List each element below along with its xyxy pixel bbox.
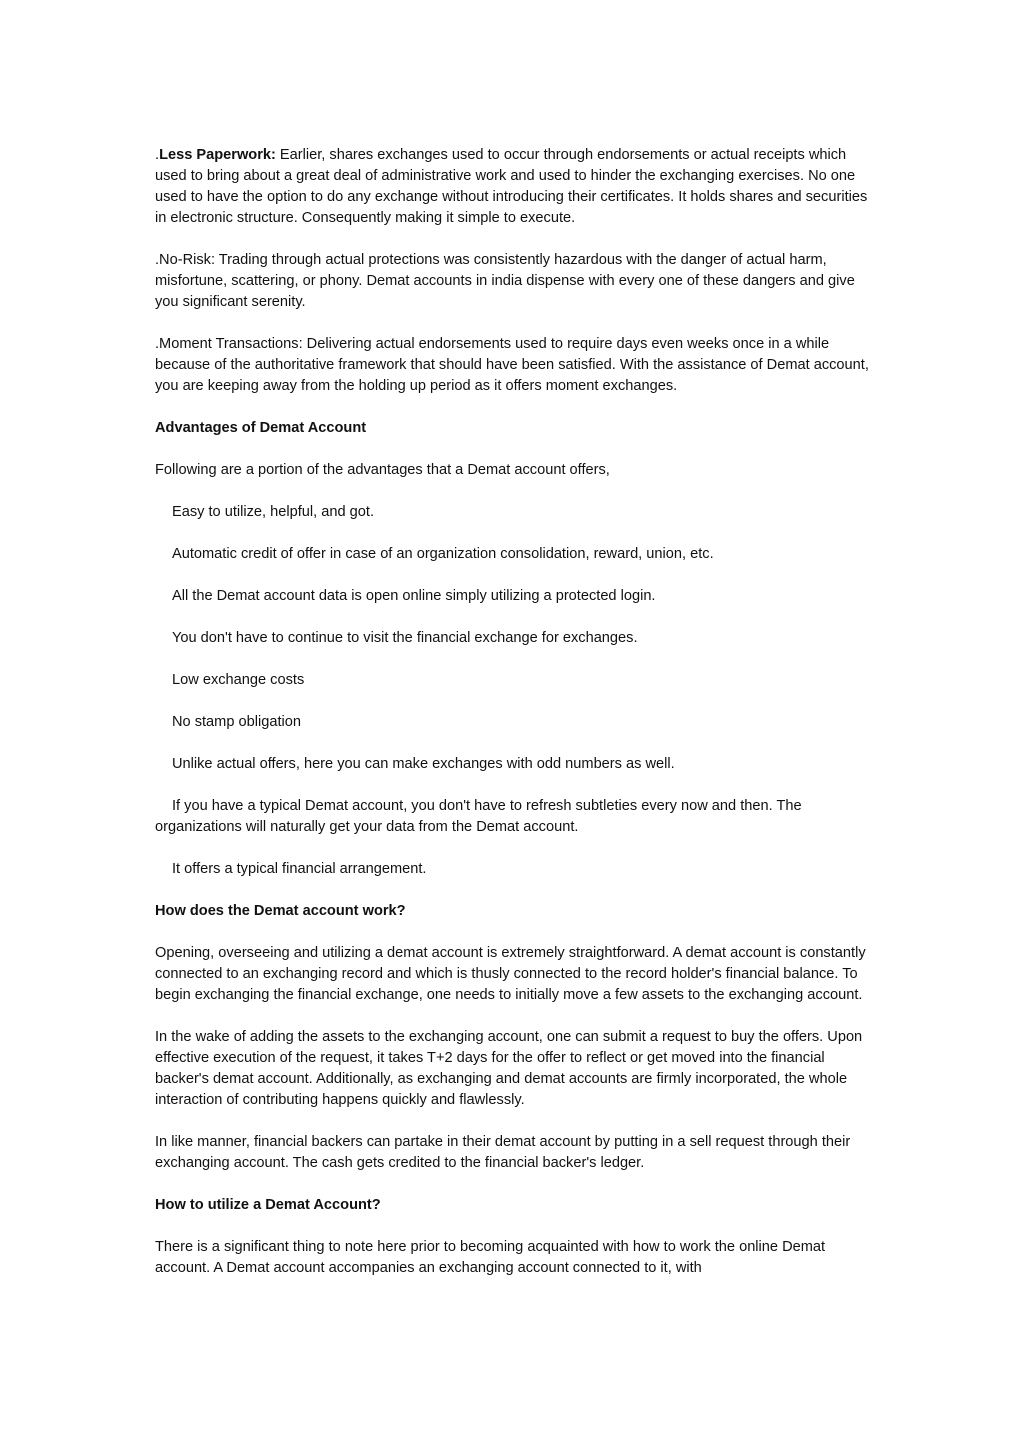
list-item: Easy to utilize, helpful, and got.	[172, 504, 375, 520]
paragraph-utilize-note: There is a significant thing to note here prior to becoming acquainted with how to work the online Demat account. A Demat account accompanies an exchanging account connected to it, with	[155, 1239, 826, 1276]
document-page	[155, 145, 875, 1300]
list-item: Automatic credit of offer in case of an organization consolidation, reward, union, etc.	[172, 546, 714, 562]
paragraph-no-risk: .No-Risk: Trading through actual protections was consistently hazardous with the danger of actual harm, misfortune, scattering, or phony. Demat accounts in india dispense with every one of these dangers and give you significant serenity.	[155, 252, 855, 310]
heading-how-to-utilize: How to utilize a Demat Account?	[155, 1197, 381, 1213]
paragraph-prefix: .	[155, 147, 160, 163]
heading-advantages: Advantages of Demat Account	[155, 420, 367, 436]
list-item: It offers a typical financial arrangement.	[172, 861, 427, 877]
less-paperwork-text: Earlier, shares exchanges used to occur through endorsements or actual receipts which used to bring about a great deal of administrative work and used to hinder the exchanging exercises. No one used to have the option to do any exchange without introducing their certificates. It holds shares and securities in electronic structure. Consequently making it simple to execute.	[155, 147, 868, 226]
heading-how-demat-works: How does the Demat account work?	[155, 903, 406, 919]
paragraph-demat-purchase: In the wake of adding the assets to the exchanging account, one can submit a request to buy the offers. Upon effective execution of the request, it takes T+2 days for the offer to reflect or get moved into the financial backer's demat account. Additionally, as exchanging and demat accounts are firmly incorporated, the whole interaction of contributing happens quickly and flawlessly.	[155, 1029, 863, 1108]
paragraph-advantages-intro: Following are a portion of the advantages that a Demat account offers,	[155, 462, 610, 478]
list-item: No stamp obligation	[172, 714, 301, 730]
list-item: Low exchange costs	[172, 672, 305, 688]
paragraph-demat-opening: Opening, overseeing and utilizing a demat account is extremely straightforward. A demat account is constantly connected to an exchanging record and which is thusly connected to the record holder's financial balance. To begin exchanging the financial exchange, one needs to initially move a few assets to the exchanging account.	[155, 945, 866, 1003]
paragraph-less-paperwork	[155, 145, 875, 229]
list-item: If you have a typical Demat account, you don't have to refresh subtleties every now and then. The organizations will naturally get your data from the Demat account.	[155, 798, 802, 835]
less-paperwork-title: Less Paperwork:	[159, 147, 276, 163]
list-item: You don't have to continue to visit the financial exchange for exchanges.	[172, 630, 638, 646]
list-item: Unlike actual offers, here you can make exchanges with odd numbers as well.	[172, 756, 675, 772]
paragraph-moment-transactions: .Moment Transactions: Delivering actual endorsements used to require days even weeks once in a while because of the authoritative framework that should have been satisfied. With the assistance of Demat account, you are keeping away from the holding up period as it offers moment exchanges.	[155, 336, 869, 394]
paragraph-demat-sell: In like manner, financial backers can partake in their demat account by putting in a sell request through their exchanging account. The cash gets credited to the financial backer's ledger.	[155, 1134, 851, 1171]
list-item: All the Demat account data is open online simply utilizing a protected login.	[172, 588, 656, 604]
